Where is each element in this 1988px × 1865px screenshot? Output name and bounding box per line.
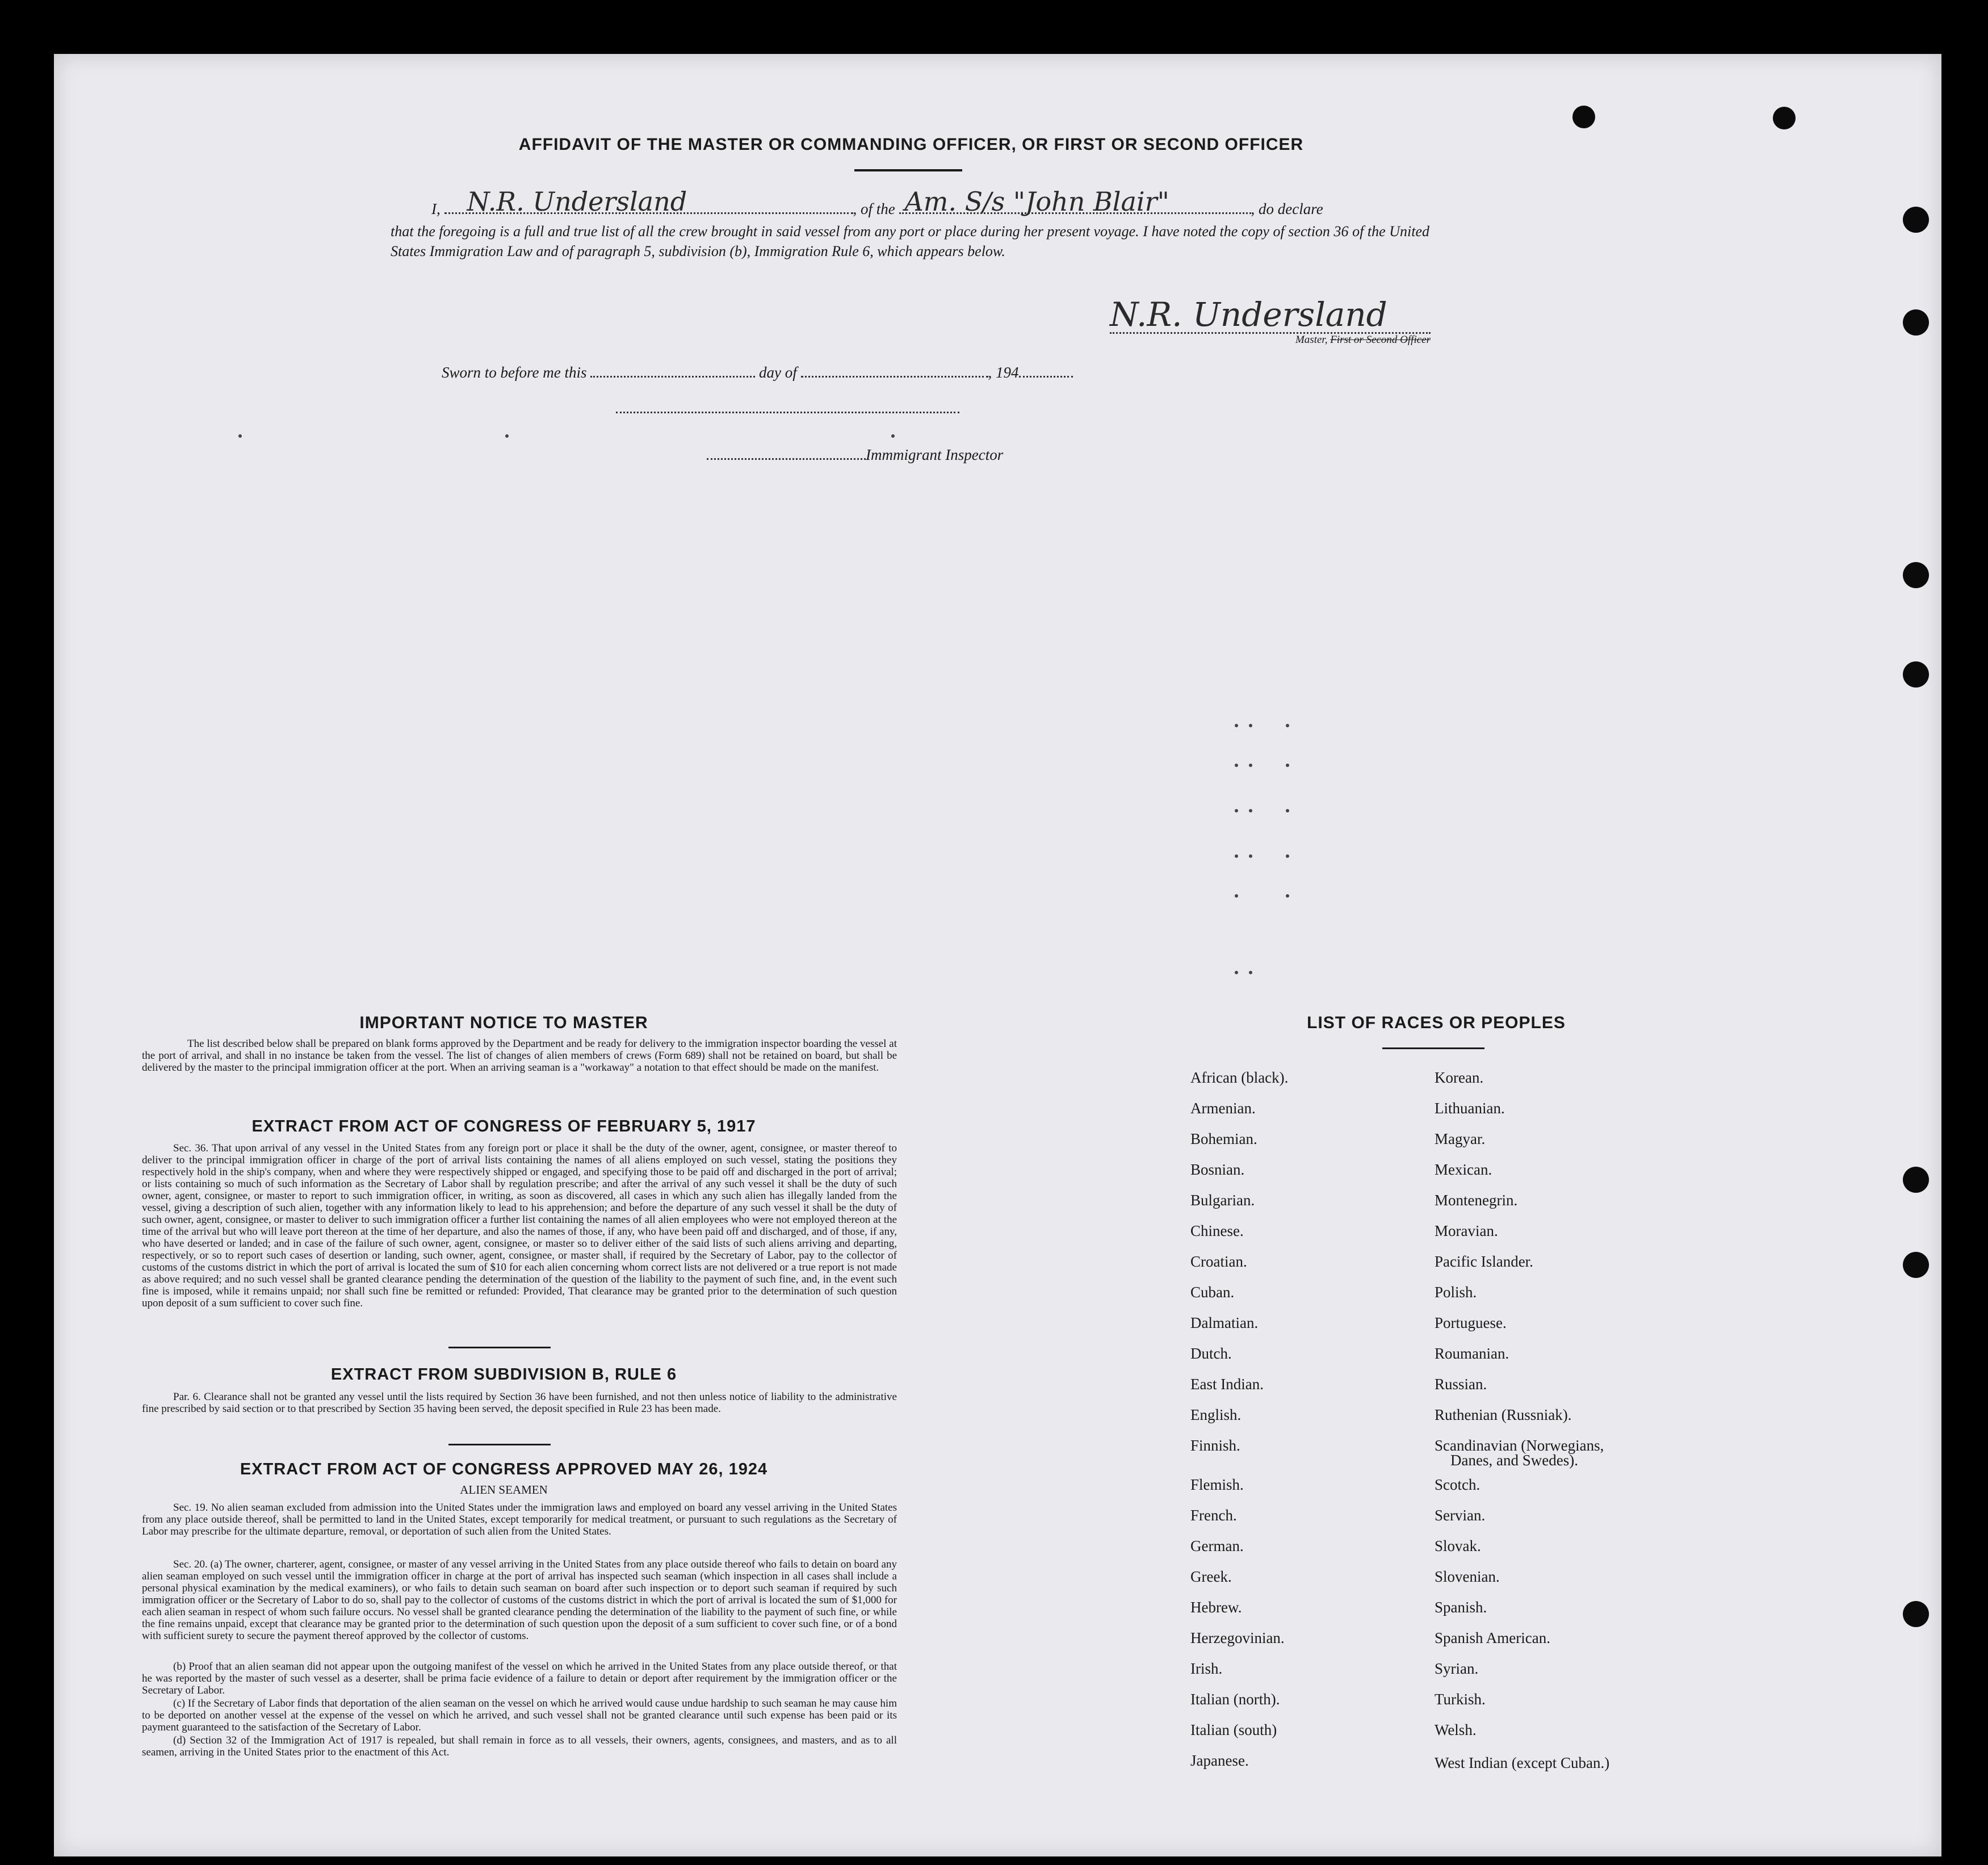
do-declare-label: , do declare (1251, 200, 1323, 217)
divider (448, 1444, 551, 1445)
race-left: Greek. (1190, 1568, 1232, 1585)
race-right: Ruthenian (Russniak). (1435, 1406, 1572, 1423)
race-left: Herzegovinian. (1190, 1629, 1285, 1646)
race-right: Montenegrin. (1435, 1192, 1518, 1209)
race-left: African (black). (1190, 1069, 1289, 1086)
race-right: Polish. (1435, 1284, 1477, 1301)
of-the-label: , of the (853, 200, 895, 217)
race-left: Bosnian. (1190, 1161, 1245, 1178)
race-left: Armenian. (1190, 1100, 1256, 1117)
race-left: English. (1190, 1406, 1242, 1423)
race-left: Croatian. (1190, 1253, 1247, 1270)
race-right: Mexican. (1435, 1161, 1492, 1178)
punch-hole (1903, 207, 1929, 233)
race-left: East Indian. (1190, 1376, 1264, 1393)
race-left: German. (1190, 1537, 1244, 1554)
vessel-handwritten: Am. S/s "John Blair" (904, 186, 1169, 217)
race-left: Dutch. (1190, 1345, 1232, 1362)
race-left: Italian (south) (1190, 1721, 1277, 1738)
divider (1382, 1047, 1484, 1049)
inspector-line: Immmigrant Inspector (707, 445, 1003, 464)
race-right: Danes, and Swedes). (1450, 1452, 1578, 1469)
sec20c-text: (c) If the Secretary of Labor finds that deportation of the alien seaman on the vessel on which he arrived would cause undue hardship to such seaman he may cause him to be deported on another vessel at the expense of the vessel on which he arrived, and such vessel shall not be granted clearance until such expense has been paid or its payment guaranteed to the satisfaction of the Secretary of Labor. (142, 1698, 897, 1733)
official-signature-line (616, 412, 959, 413)
punch-hole (1572, 106, 1595, 128)
race-right: Welsh. (1435, 1721, 1477, 1738)
race-left: Hebrew. (1190, 1599, 1242, 1616)
sec20d-text: (d) Section 32 of the Immigration Act of 1917 is repealed, but shall remain in force as to all vessels, their owners, agents, consignees, and masters, and as to all seamen, arriving in the United States prior to the enactment of this Act. (142, 1734, 897, 1758)
notice-title: IMPORTANT NOTICE TO MASTER (359, 1013, 648, 1032)
race-left: Irish. (1190, 1660, 1223, 1677)
race-left: Italian (north). (1190, 1691, 1280, 1708)
race-right: Pacific Islander. (1435, 1253, 1533, 1270)
master-signature-block (1110, 295, 1431, 346)
race-left: Flemish. (1190, 1476, 1244, 1493)
race-right: Scotch. (1435, 1476, 1480, 1493)
punch-hole (1903, 1601, 1929, 1627)
race-left: Bulgarian. (1190, 1192, 1255, 1209)
punch-hole (1773, 107, 1796, 129)
notice-text: The list described below shall be prepared on blank forms approved by the Department and be ready for delivery to the immigration inspector boarding the vessel at the port of arrival, and shall in no instance be taken from the vessel. The list of changes of alien members of crews (Form 689) shall not be retained on board, but shall be delivered by the master to the principal immigration officer at the port. When an arriving seaman is a "workaway" a notation to that effect should be made on the manifest. (142, 1038, 897, 1074)
race-right: Turkish. (1435, 1691, 1486, 1708)
race-right: Spanish American. (1435, 1629, 1550, 1646)
divider (448, 1347, 551, 1348)
race-left: French. (1190, 1507, 1237, 1524)
punch-hole (1903, 309, 1929, 336)
race-right: Spanish. (1435, 1599, 1487, 1616)
race-right: Russian. (1435, 1376, 1487, 1393)
extract-1924-title: EXTRACT FROM ACT OF CONGRESS APPROVED MAY 26, 1924 (240, 1460, 768, 1478)
race-right: Lithuanian. (1435, 1100, 1505, 1117)
punch-hole (1903, 562, 1929, 588)
race-left: Bohemian. (1190, 1130, 1257, 1147)
race-right: Moravian. (1435, 1222, 1498, 1239)
sec20a-text: Sec. 20. (a) The owner, charterer, agent, consignee, or master of any vessel arriving in the United States from any place outside thereof who fails to detain on board any alien seaman employed on such vessel until the immigration officer in charge at the port of arrival has inspected such seaman (which inspection in all cases shall include a personal physical examination by the medical examiners), or who fails to detain such seaman on board after such inspection or to deport such seaman if required by such immigration officer or the Secretary of Labor to do so, shall pay to the collector of customs of the customs district in which the port of arrival is located the sum of $1,000 for each alien seaman in respect of whom such failure occurs. No vessel shall be granted clearance pending the determination of the liability to the payment of such fine, or while the fine remains unpaid, except that clearance may be granted prior to the determination of such question upon the deposit of a sum sufficient to cover such fine, or of a bond with sufficient surety to secure the payment thereof approved by the collector of customs. (142, 1558, 897, 1642)
punch-hole (1903, 1252, 1929, 1278)
affidavit-line1 (431, 186, 1431, 221)
race-right: Korean. (1435, 1069, 1484, 1086)
affidavit-body: that the foregoing is a full and true list of all the crew brought in said vessel from any port or place during her present voyage. I have noted the copy of section 36 of the United States Immigration Law and of paragraph 5, subdivision (b), Immigration Rule 6, which appears below. (391, 223, 1429, 259)
race-right: Slovak. (1435, 1537, 1481, 1554)
race-left: Chinese. (1190, 1222, 1244, 1239)
punch-hole (1903, 661, 1929, 688)
affidavit-title: AFFIDAVIT OF THE MASTER OR COMMANDING OFFICER, OR FIRST OR SECOND OFFICER (518, 135, 1304, 154)
extract-1917-text: Sec. 36. That upon arrival of any vessel in the United States from any foreign port or place it shall be the duty of the owner, agent, consignee, or master thereof to deliver to the principal immigration officer in charge of the port of arrival lists containing the names of all aliens employed on such vessel, stating the positions they respectively hold in the ship's company, when and where they were respectively shipped or engaged, and specifying those to be paid off and discharged in the port of arrival; or lists containing so much of such information as the Secretary of Labor shall by regulation prescribe; and after the arrival of any such vessel it shall be the duty of such owner, agent, consignee, or master to report to such immigration officer, in writing, as soon as discovered, all cases in which any such alien has illegally landed from the vessel, giving a description of such alien, together with any information likely to lead to his apprehension; and before the departure of any such vessel it shall be the duty of such owner, agent, consignee, or master to deliver to such immigration officer a further list containing the names of all alien employees who were not employed thereon at the time of the arrival but who will leave port thereon at the time of her departure, and also the names of those, if any, who have been paid off and discharged, and of those, if any, who have deserted or landed; and in case of the failure of such owner, agent, consignee, or master so to deliver either of the said lists of such aliens arriving and departing, respectively, or so to report such cases of desertion or landing, such owner, agent, consignee, or master shall, if required by the Secretary of Labor, pay to the collector of customs of the customs district in which the port of arrival is located the sum of $10 for each alien concerning whom correct lists are not delivered or a true report is not made as above required; and no such vessel shall be granted clearance pending the determination of the question of the liability to the payment of such fine, and, in the event such fine is imposed, while it remains unpaid; nor shall such fine be remitted or refunded: Provided, That clearance may be granted prior to the determination of such question upon deposit of a sum sufficient to cover such fine. (142, 1142, 897, 1309)
race-right: Syrian. (1435, 1660, 1479, 1677)
race-right: Magyar. (1435, 1130, 1486, 1147)
extract-rule6-text: Par. 6. Clearance shall not be granted any vessel until the lists required by Section 36 have been furnished, and not then unless notice of liability to the administrative fine prescribed by said section or to that prescribed by Section 35 having been served, the deposit specified in Rule 23 has been made. (142, 1391, 897, 1415)
divider (854, 169, 962, 171)
pronoun: I, (431, 200, 441, 217)
race-right: Scandinavian (Norwegians, (1435, 1437, 1604, 1454)
master-caption: Master, First or Second Officer (1295, 334, 1431, 346)
race-right: West Indian (except Cuban.) (1435, 1754, 1610, 1771)
races-title: LIST OF RACES OR PEOPLES (1307, 1013, 1566, 1032)
sec19-text: Sec. 19. No alien seaman excluded from admission into the United States under the immigration laws and employed on board any vessel arriving in the United States from any place outside thereof, shall be permitted to land in the United States, except temporarily for medical treatment, or pursuant to such regulations as the Secretary of Labor may prescribe for the ultimate departure, removal, or deportation of such alien from the United States. (142, 1502, 897, 1537)
race-right: Roumanian. (1435, 1345, 1509, 1362)
extract-1917-title: EXTRACT FROM ACT OF CONGRESS OF FEBRUARY 5, 1917 (251, 1117, 756, 1135)
extract-1924-subtitle: ALIEN SEAMEN (460, 1483, 548, 1497)
name-signature: N.R. Undersland (467, 186, 687, 217)
race-left: Dalmatian. (1190, 1314, 1259, 1331)
race-left: Finnish. (1190, 1437, 1240, 1454)
race-left: Japanese. (1190, 1752, 1249, 1769)
sworn-line: Sworn to before me this day of , 194 (442, 362, 1073, 382)
vessel-field (899, 186, 1251, 217)
race-left: Cuban. (1190, 1284, 1235, 1301)
race-right: Servian. (1435, 1507, 1486, 1524)
race-right: Portuguese. (1435, 1314, 1507, 1331)
sec20b-text: (b) Proof that an alien seaman did not appear upon the outgoing manifest of the vessel on which he arrived in the United States from any place outside thereof, or that he was reported by the master of such vessel as a deserter, shall be prima facie evidence of a failure to detain or deport after requirement by the immigration officer or the Secretary of Labor. (142, 1661, 897, 1696)
extract-rule6-title: EXTRACT FROM SUBDIVISION B, RULE 6 (330, 1365, 677, 1384)
race-right: Slovenian. (1435, 1568, 1500, 1585)
punch-hole (1903, 1167, 1929, 1193)
master-signature: N.R. Undersland (1110, 295, 1387, 334)
name-field (444, 186, 853, 217)
